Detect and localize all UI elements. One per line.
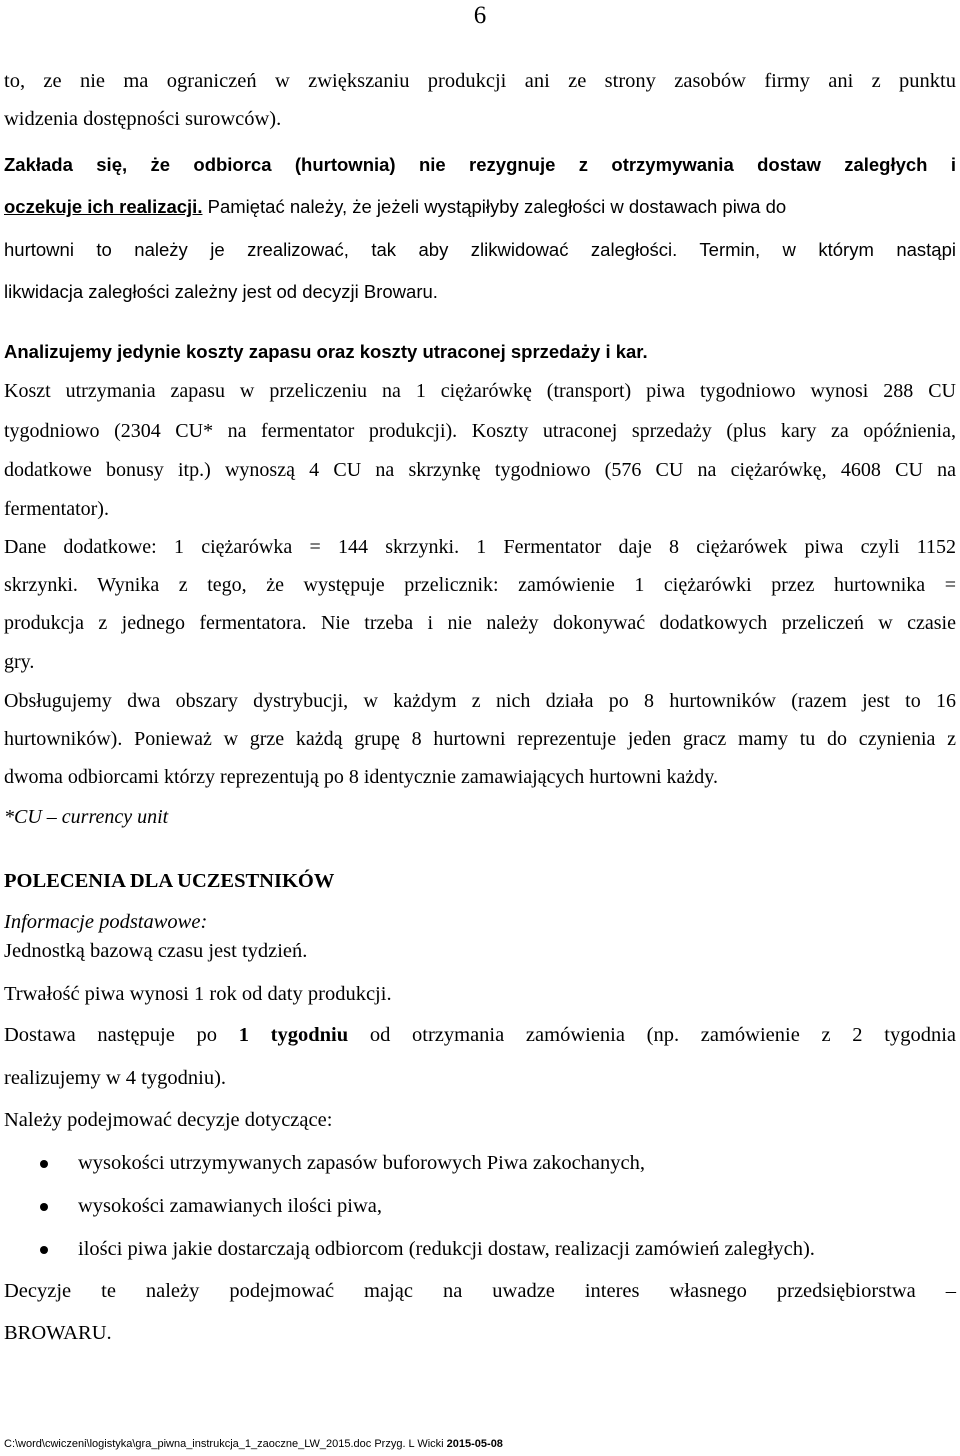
text-line-11: fermentator). — [4, 498, 109, 520]
text-line-16: Obsługujemy dwa obszary dystrybucji, w każdym z nich działa po 8 hurtowników (razem jest to 16 — [4, 690, 956, 712]
text-line-4-rest: Pamiętać należy, że jeżeli wystąpiłyby zaległości w dostawach piwa do — [202, 196, 787, 217]
delivery-text-start: Dostawa następuje po — [4, 1024, 239, 1046]
currency-unit-note: *CU – currency unit — [4, 806, 169, 828]
bullet-item-1: wysokości utrzymywanych zapasów buforowych Piwa zakochanych, — [78, 1152, 646, 1174]
text-line-brewery: BROWARU. — [4, 1322, 112, 1344]
text-line-14: produkcja z jednego fermentatora. Nie trzeba i nie należy dokonywać dodatkowych przeliczeń w czasie — [4, 612, 956, 634]
text-line-6: likwidacja zaległości zależny jest od decyzji Browaru. — [4, 281, 438, 302]
footer-path: C:\word\cwiczeni\logistyka\gra_piwna_instrukcja_1_zaoczne_LW_2015.doc Przyg. L Wicki — [4, 1438, 447, 1450]
text-line-9: tygodniowo (2304 CU* na fermentator produkcji). Koszty utraconej sprzedaży (plus kary za opóźnienia, — [4, 420, 956, 442]
text-line-delivery — [4, 1024, 956, 1047]
footer — [4, 1438, 503, 1450]
text-line-17: hurtowników). Ponieważ w grze każdą grupę 8 hurtowni reprezentuje jeden gracz mamy tu do czynienia z — [4, 728, 956, 750]
delivery-text-end: od otrzymania zamówienia (np. zamówienie z 2 tygodnia — [348, 1024, 956, 1046]
bullet-icon — [40, 1160, 48, 1168]
section-heading-instructions: POLECENIA DLA UCZESTNIKÓW — [4, 870, 335, 892]
text-line-shelf-life: Trwałość piwa wynosi 1 rok od daty produkcji. — [4, 983, 392, 1005]
delivery-week-emphasis: 1 tygodniu — [238, 1024, 349, 1046]
text-line-13: skrzynki. Wynika z tego, że występuje przelicznik: zamówienie 1 ciężarówki przez hurtownika = — [4, 574, 956, 596]
basic-info-label: Informacje podstawowe: — [4, 911, 208, 933]
section-heading-costs: Analizujemy jedynie koszty zapasu oraz koszty utraconej sprzedaży i kar. — [4, 341, 648, 362]
bullet-icon — [40, 1203, 48, 1211]
text-line-12: Dane dodatkowe: 1 ciężarówka = 144 skrzynki. 1 Fermentator daje 8 ciężarówek piwa czyli 1152 — [4, 536, 956, 558]
text-line-4 — [4, 196, 956, 218]
text-line-5: hurtowni to należy je zrealizować, tak aby zlikwidować zaległości. Termin, w którym nastąpi — [4, 239, 956, 260]
text-line-time-unit: Jednostką bazową czasu jest tydzień. — [4, 940, 308, 962]
realization-emphasis: oczekuje ich realizacji. — [4, 196, 203, 217]
page-number: 6 — [473, 2, 487, 29]
text-line-2: widzenia dostępności surowców). — [4, 108, 282, 130]
bullet-item-3: ilości piwa jakie dostarczają odbiorcom (redukcji dostaw, realizacji zamówień zaległych). — [78, 1238, 815, 1260]
text-line-8: Koszt utrzymania zapasu w przeliczeniu na 1 ciężarówkę (transport) piwa tygodniowo wynosi 288 CU — [4, 380, 956, 402]
bullet-item-2: wysokości zamawianych ilości piwa, — [78, 1195, 383, 1217]
text-line-decisions-intro: Należy podejmować decyzje dotyczące: — [4, 1109, 333, 1131]
text-line-10: dodatkowe bonusy itp.) wynoszą 4 CU na skrzynkę tygodniowo (576 CU na ciężarówkę, 4608 CU na — [4, 459, 956, 481]
footer-date: 2015-05-08 — [446, 1438, 503, 1450]
text-line-1: to, ze nie ma ograniczeń w zwiększaniu produkcji ani ze strony zasobów firmy ani z punktu — [4, 70, 956, 92]
text-line-delivery-2: realizujemy w 4 tygodniu). — [4, 1067, 227, 1089]
text-line-decisions: Decyzje te należy podejmować mając na uwadze interes własnego przedsiębiorstwa – — [4, 1280, 956, 1302]
text-line-15: gry. — [4, 651, 35, 673]
bullet-icon — [40, 1246, 48, 1254]
text-line-3: Zakłada się, że odbiorca (hurtownia) nie rezygnuje z otrzymywania dostaw zaległych i — [4, 154, 956, 175]
text-line-18: dwoma odbiorcami którzy reprezentują po 8 identycznie zamawiających hurtowni każdy. — [4, 766, 718, 788]
